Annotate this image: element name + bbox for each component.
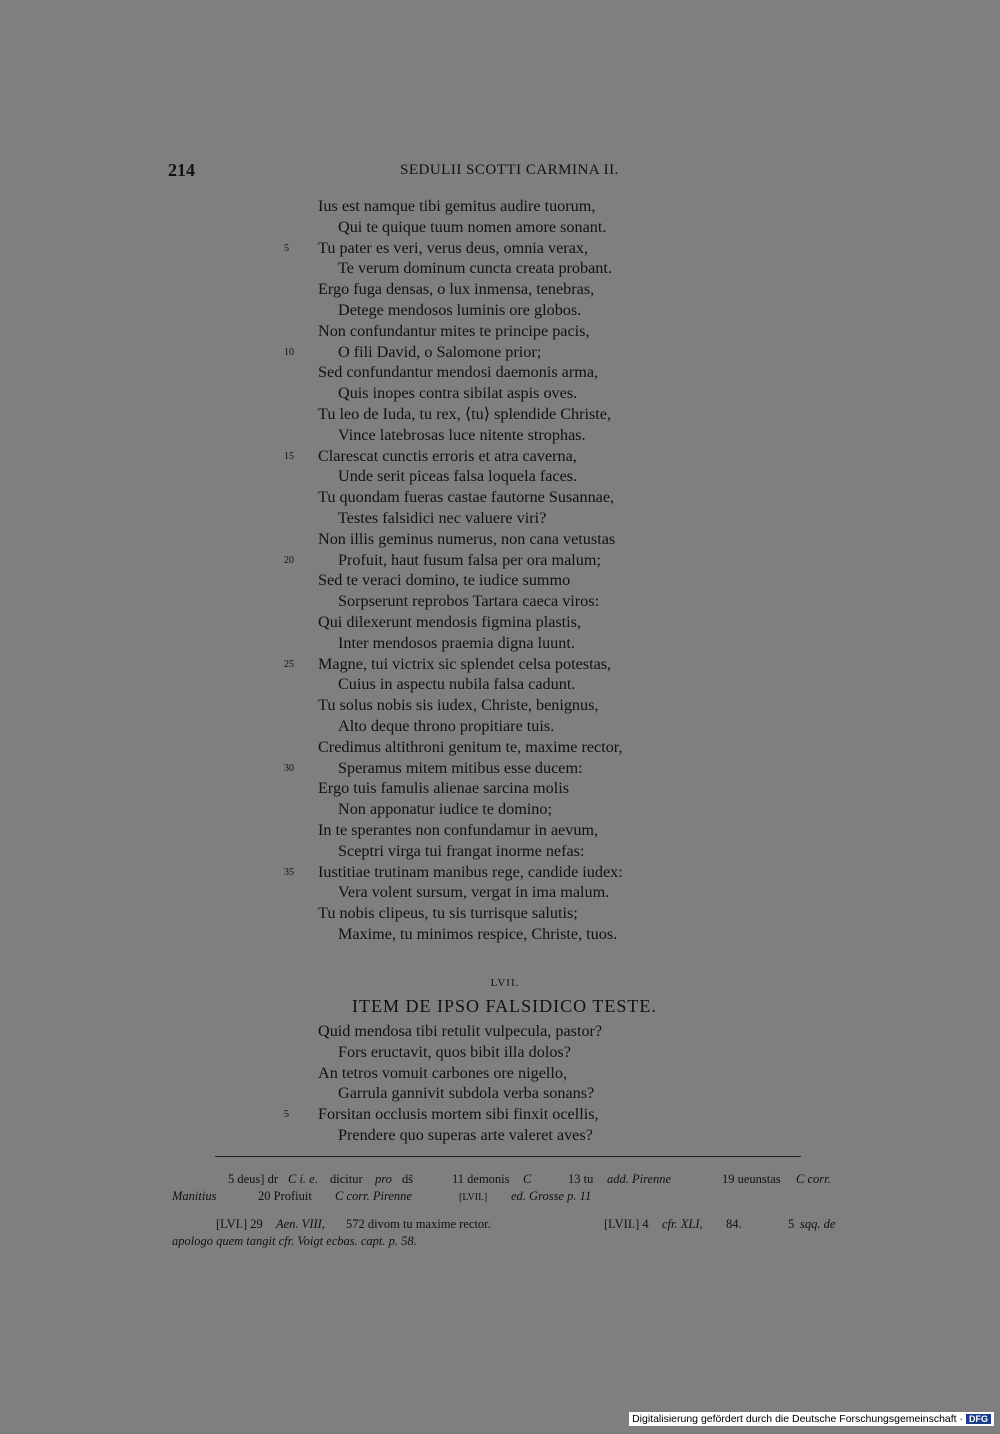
verse-text: Te verum dominum cuncta creata probant.: [338, 259, 612, 278]
line-number: 25: [284, 658, 294, 670]
verse-text: Vince latebrosas luce nitente strophas.: [338, 425, 586, 444]
verse-line: [284, 425, 724, 446]
verse-text: Detege mendosos luminis ore globos.: [338, 300, 582, 319]
verse-text: Tu pater es veri, verus deus, omnia verax,: [318, 238, 589, 257]
verse-text: Cuius in aspectu nubila falsa cadunt.: [338, 675, 576, 694]
line-number: 35: [284, 866, 294, 878]
verse-line: [284, 446, 724, 467]
verse-text: Non confundantur mites te principe pacis,: [318, 321, 590, 340]
verse-line: [284, 238, 724, 259]
verse-line: [284, 300, 724, 321]
verse-text: In te sperantes non confundamur in aevum,: [318, 820, 599, 839]
dfg-logo: DFG: [966, 1414, 991, 1424]
note-text: C i. e.: [288, 1172, 318, 1186]
verse-text: Vera volent sursum, vergat in ima malum.: [338, 883, 610, 902]
verse-text: Non apponatur iudice te domino;: [338, 800, 552, 819]
verse-text: Qui te quique tuum nomen amore sonant.: [338, 217, 607, 236]
verse-line: [284, 903, 724, 924]
verse-line: [284, 508, 724, 529]
verse-line: [284, 799, 724, 820]
note-text: 5 deus] dr: [228, 1172, 278, 1186]
verse-line: [284, 591, 724, 612]
note-text: C corr. Pirenne: [335, 1189, 412, 1203]
verse-text: Profuit, haut fusum falsa per ora malum;: [338, 550, 601, 569]
apparatus-line: [170, 1188, 845, 1205]
verse-text: Prendere quo superas arte valeret aves?: [338, 1125, 593, 1144]
note-text: apologo quem tangit cfr. Voigt ecbas. capt. p. 58.: [172, 1234, 417, 1248]
verse-line: [284, 1063, 724, 1084]
verse-text: Non illis geminus numerus, non cana vetustas: [318, 529, 616, 548]
verse-text: Garrula gannivit subdola verba sonans?: [338, 1084, 595, 1103]
note-text: Aen. VIII,: [276, 1217, 325, 1231]
verse-line: [284, 633, 724, 654]
verse-text: An tetros vomuit carbones ore nigello,: [318, 1063, 568, 1082]
section-title: ITEM DE IPSO FALSIDICO TESTE.: [352, 996, 657, 1016]
verse-text: Qui dilexerunt mendosis figmina plastis,: [318, 612, 582, 631]
verse-text: Tu quondam fueras castae fautorne Susannae,: [318, 488, 615, 507]
verse-text: Quis inopes contra sibilat aspis oves.: [338, 384, 578, 403]
verse-line: [284, 196, 724, 217]
verse-line: [284, 321, 724, 342]
verse-line: [284, 487, 724, 508]
verse-line: [284, 737, 724, 758]
line-number: 15: [284, 450, 294, 462]
verse-line: [284, 1083, 724, 1104]
line-number: 30: [284, 762, 294, 774]
note-text: cfr. XLI,: [662, 1217, 703, 1231]
verse-text: Tu nobis clipeus, tu sis turrisque salutis;: [318, 904, 578, 923]
verse-line: [284, 882, 724, 903]
verse-text: Inter mendosos praemia digna luunt.: [338, 633, 575, 652]
verse-line: [284, 258, 724, 279]
line-number: 5: [284, 1109, 289, 1121]
verse-line: [284, 1042, 724, 1063]
verse-text: Sed te veraci domino, te iudice summo: [318, 571, 571, 590]
verse-text: Magne, tui victrix sic splendet celsa potestas,: [318, 654, 612, 673]
page-header: [168, 160, 843, 182]
apparatus-line: [170, 1216, 845, 1233]
digitization-credit: [629, 1412, 994, 1426]
verse-text: Forsitan occlusis mortem sibi finxit ocellis,: [318, 1105, 599, 1124]
note-text: add. Pirenne: [607, 1172, 672, 1186]
note-text: [LVII.]: [459, 1192, 488, 1203]
verse-text: Unde serit piceas falsa loquela faces.: [338, 467, 578, 486]
verse-line: [284, 279, 724, 300]
apparatus-line: [170, 1171, 845, 1188]
verse-line: [284, 404, 724, 425]
verse-text: O fili David, o Salomone prior;: [338, 342, 542, 361]
note-text: 5: [788, 1217, 795, 1231]
note-text: sqq. de: [800, 1217, 836, 1231]
verse-line: [284, 820, 724, 841]
running-title: SEDULII SCOTTI CARMINA II.: [400, 162, 619, 178]
note-text: dicitur: [330, 1172, 363, 1186]
verse-text: Maxime, tu minimos respice, Christe, tuos.: [338, 924, 618, 943]
verse-line: [284, 570, 724, 591]
verse-text: Speramus mitem mitibus esse ducem:: [338, 758, 583, 777]
verse-line: [284, 862, 724, 883]
poem-carmen-lvi: [284, 196, 724, 945]
verse-line: [284, 674, 724, 695]
verse-line: [284, 466, 724, 487]
note-text: ed. Grosse p. 11: [511, 1189, 592, 1203]
verse-line: [284, 841, 724, 862]
verse-line: [284, 778, 724, 799]
note-text: pro: [375, 1172, 392, 1186]
credit-text: Digitalisierung gefördert durch die Deutsche Forschungsgemeinschaft ·: [632, 1413, 963, 1425]
verse-text: Quid mendosa tibi retulit vulpecula, pastor?: [318, 1022, 603, 1040]
verse-line: [284, 362, 724, 383]
verse-text: Sed confundantur mendosi daemonis arma,: [318, 363, 599, 382]
verse-line: [284, 1021, 724, 1042]
apparatus-line: [170, 1233, 845, 1250]
note-text: [LVI.] 29: [216, 1217, 263, 1231]
verse-line: [284, 716, 724, 737]
verse-text: Ergo tuis famulis alienae sarcina molis: [318, 779, 569, 798]
page-number: 214: [168, 160, 195, 180]
line-number: 10: [284, 346, 294, 358]
verse-line: [284, 383, 724, 404]
note-text: 20 Profiuit: [258, 1189, 312, 1203]
verse-text: Alto deque throno propitiare tuis.: [338, 716, 555, 735]
verse-text: Sceptri virga tui frangat inorme nefas:: [338, 841, 585, 860]
verse-line: [284, 758, 724, 779]
verse-line: [284, 550, 724, 571]
verse-line: [284, 654, 724, 675]
verse-line: [284, 529, 724, 550]
verse-text: Iustitiae trutinam manibus rege, candide iudex:: [318, 862, 623, 881]
verse-line: [284, 342, 724, 363]
verse-text: Fors eructavit, quos bibit illa dolos?: [338, 1042, 571, 1061]
verse-line: [284, 1125, 724, 1146]
verse-text: Sorpserunt reprobos Tartara caeca viros:: [338, 592, 600, 611]
line-number: 20: [284, 554, 294, 566]
verse-line: [284, 217, 724, 238]
note-text: 11 demonis: [452, 1172, 510, 1186]
verse-line: [284, 612, 724, 633]
verse-line: [284, 924, 724, 945]
poem-carmen-lvii: [284, 1021, 724, 1146]
verse-text: Testes falsidici nec valuere viri?: [338, 508, 547, 527]
note-text: Manitius: [172, 1189, 217, 1203]
note-text: 13 tu: [568, 1172, 594, 1186]
verse-text: Tu solus nobis sis iudex, Christe, benignus,: [318, 696, 599, 715]
verse-text: Credimus altithroni genitum te, maxime rector,: [318, 737, 623, 756]
note-text: 572 divom tu maxime rector.: [346, 1217, 491, 1231]
note-text: 84.: [726, 1217, 742, 1231]
verse-text: Ius est namque tibi gemitus audire tuorum,: [318, 197, 596, 215]
note-text: C corr.: [796, 1172, 831, 1186]
note-text: [LVII.] 4: [604, 1217, 649, 1231]
line-number: 5: [284, 242, 289, 254]
section-number: LVII.: [490, 977, 520, 989]
verse-line: [284, 695, 724, 716]
verse-text: Clarescat cunctis erroris et atra caverna,: [318, 446, 577, 465]
verse-text: Tu leo de Iuda, tu rex, ⟨tu⟩ splendide Christe,: [318, 404, 612, 423]
verse-line: [284, 1104, 724, 1125]
note-text: C: [523, 1172, 532, 1186]
note-text: 19 ueunstas: [722, 1172, 781, 1186]
verse-text: Ergo fuga densas, o lux inmensa, tenebras,: [318, 280, 595, 299]
footnote-rule: [215, 1156, 801, 1157]
critical-apparatus: [170, 1171, 845, 1250]
note-text: dš: [402, 1172, 414, 1186]
